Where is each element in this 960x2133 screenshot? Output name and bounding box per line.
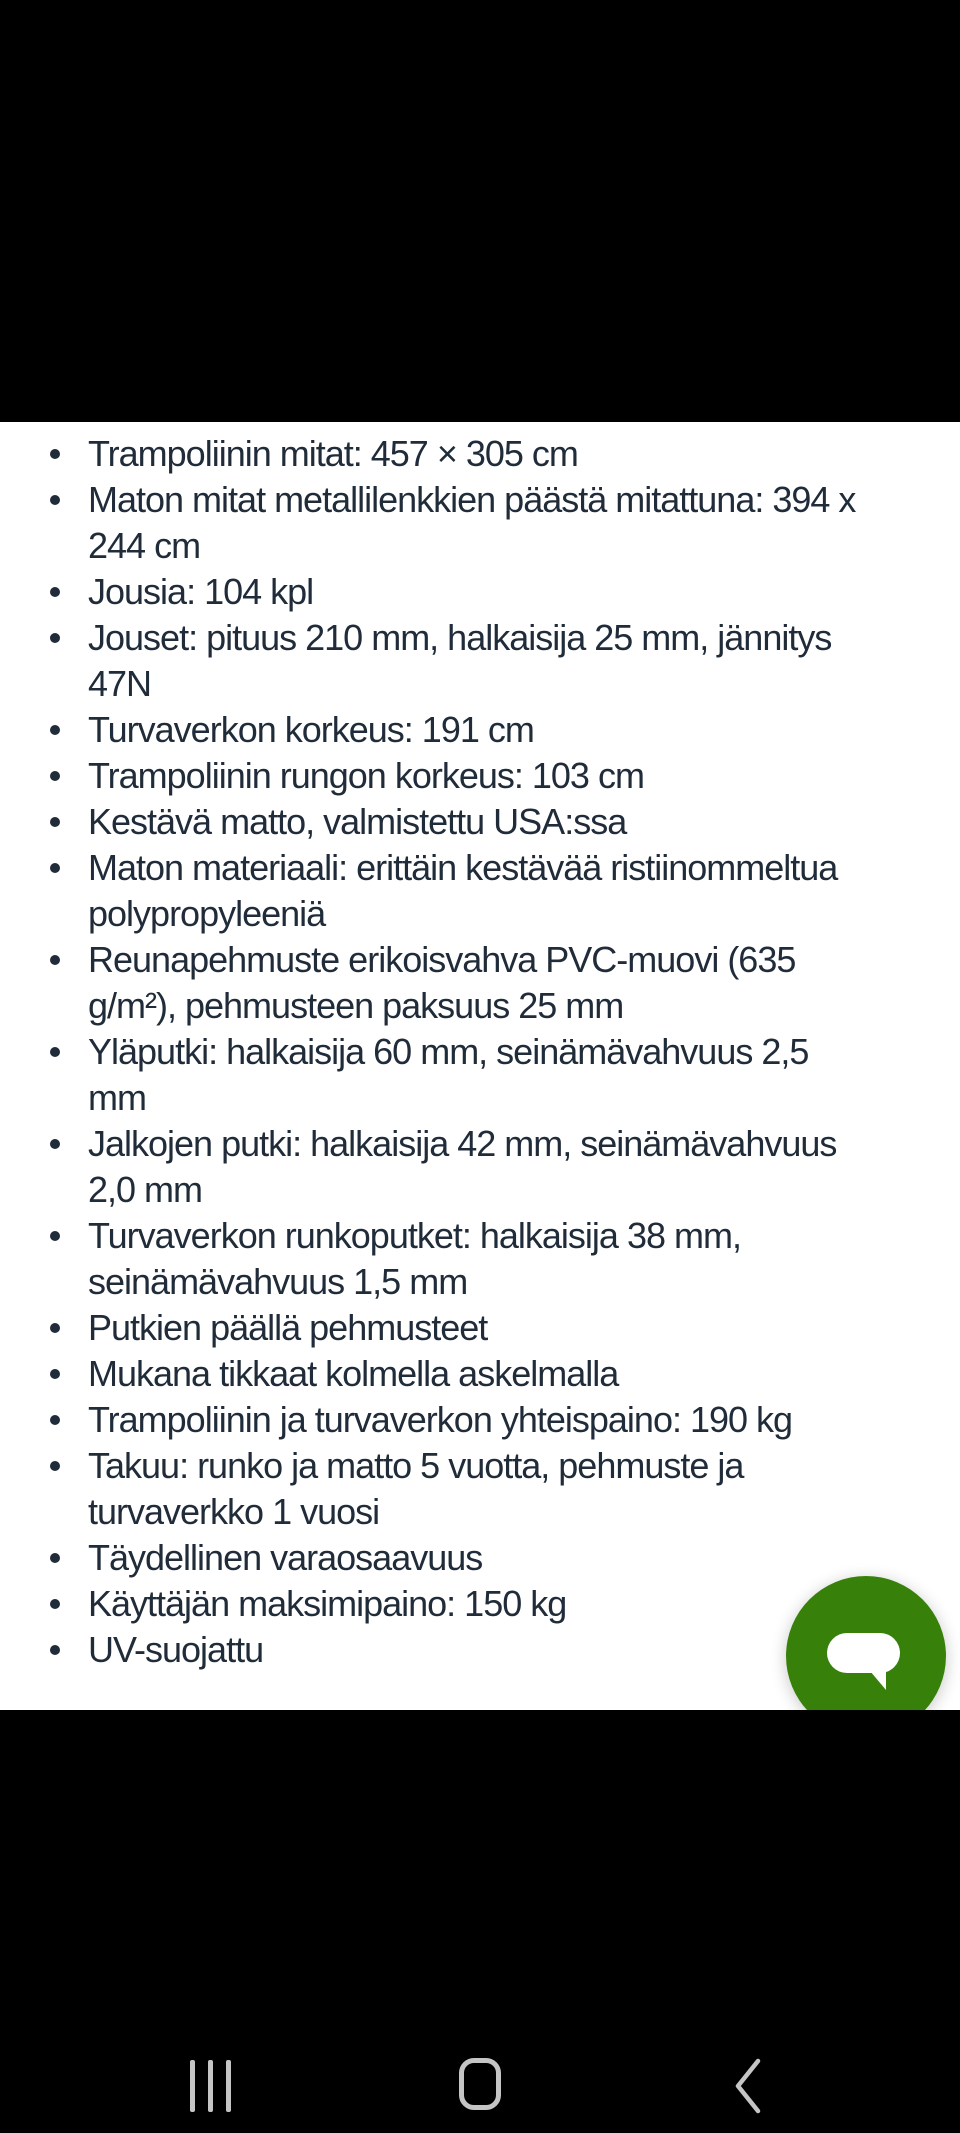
recents-button[interactable]	[190, 2060, 231, 2112]
list-item: Jalkojen putki: halkaisija 42 mm, seinämävahvuus 2,0 mm	[88, 1121, 872, 1213]
list-item: Putkien päällä pehmusteet	[88, 1305, 872, 1351]
list-item: Maton mitat metallilenkkien päästä mitattuna: 394 x 244 cm	[88, 477, 872, 569]
list-item: Kestävä matto, valmistettu USA:ssa	[88, 799, 872, 845]
list-item: Trampoliinin mitat: 457 × 305 cm	[88, 431, 872, 477]
android-nav-bar	[0, 1960, 960, 2133]
chat-bubble-icon	[786, 1576, 946, 1710]
list-item: Reunapehmuste erikoisvahva PVC-muovi (635 g/m²), pehmusteen paksuus 25 mm	[88, 937, 872, 1029]
list-item: Trampoliinin rungon korkeus: 103 cm	[88, 753, 872, 799]
recents-icon	[190, 2060, 195, 2112]
list-item: Yläputki: halkaisija 60 mm, seinämävahvuus 2,5 mm	[88, 1029, 872, 1121]
list-item: UV-suojattu	[88, 1627, 872, 1673]
recents-icon	[226, 2060, 231, 2112]
list-item: Turvaverkon korkeus: 191 cm	[88, 707, 872, 753]
product-specs-section	[0, 422, 960, 1710]
back-button[interactable]	[730, 2054, 766, 2118]
list-item: Takuu: runko ja matto 5 vuotta, pehmuste ja turvaverkko 1 vuosi	[88, 1443, 872, 1535]
spec-list	[0, 431, 960, 1673]
list-item: Käyttäjän maksimipaino: 150 kg	[88, 1581, 872, 1627]
back-icon	[738, 2061, 758, 2111]
list-item: Turvaverkon runkoputket: halkaisija 38 mm, seinämävahvuus 1,5 mm	[88, 1213, 872, 1305]
list-item: Mukana tikkaat kolmella askelmalla	[88, 1351, 872, 1397]
list-item: Jousia: 104 kpl	[88, 569, 872, 615]
home-button[interactable]	[459, 2058, 501, 2110]
list-item: Trampoliinin ja turvaverkon yhteispaino: 190 kg	[88, 1397, 872, 1443]
chat-button[interactable]	[786, 1576, 946, 1710]
recents-icon	[208, 2060, 213, 2112]
list-item: Maton materiaali: erittäin kestävää ristiinommeltua polypropyleeniä	[88, 845, 872, 937]
top-black-area	[0, 0, 960, 422]
list-item: Jouset: pituus 210 mm, halkaisija 25 mm, jännitys 47N	[88, 615, 872, 707]
list-item: Täydellinen varaosaavuus	[88, 1535, 872, 1581]
